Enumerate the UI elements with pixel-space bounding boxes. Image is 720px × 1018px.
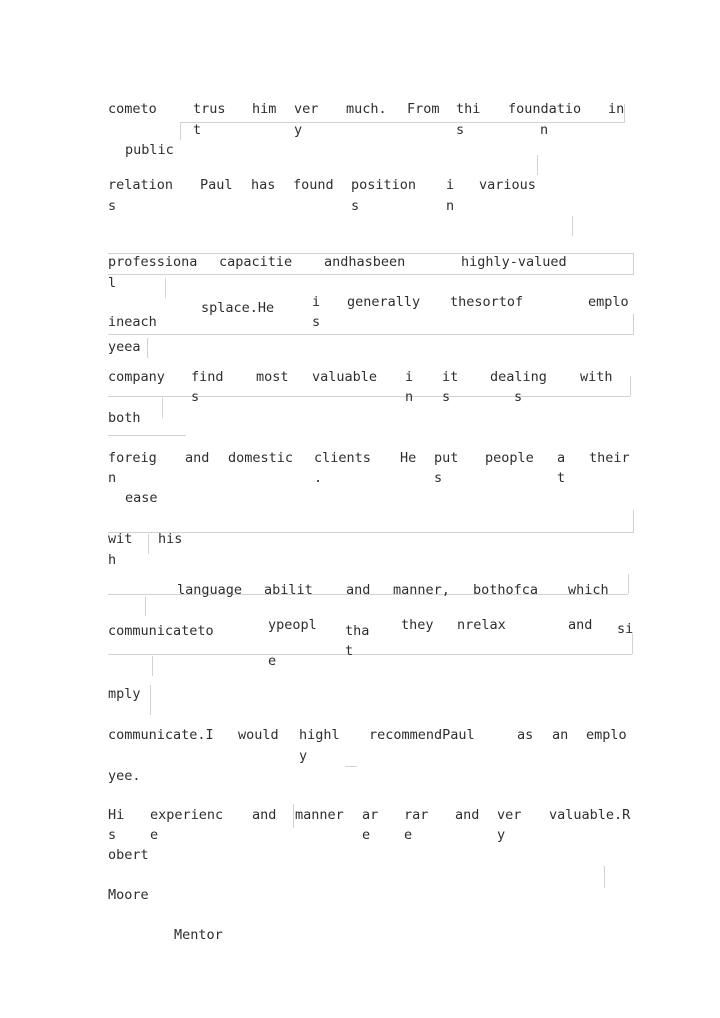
- word: recommendPaul: [369, 727, 475, 743]
- word: which: [568, 582, 609, 598]
- word: relation: [108, 177, 174, 193]
- word: thesortof: [450, 294, 524, 310]
- word: y: [497, 827, 506, 843]
- word: generally: [347, 294, 421, 310]
- word: n: [446, 198, 455, 214]
- rule-line: [148, 534, 149, 554]
- word: find: [191, 369, 224, 385]
- rule-line: [150, 685, 151, 715]
- word: public: [125, 142, 174, 158]
- word: and: [455, 807, 480, 823]
- rule-line: [145, 596, 146, 616]
- word: thi: [456, 101, 481, 117]
- word: highly-valued: [461, 254, 567, 270]
- word: andhasbeen: [324, 254, 406, 270]
- rule-line: [628, 574, 629, 594]
- word: and: [252, 807, 277, 823]
- word: l: [108, 275, 117, 291]
- word: experienc: [150, 807, 224, 823]
- word: and: [568, 617, 593, 633]
- word: foundatio: [508, 101, 582, 117]
- word: his: [158, 531, 183, 547]
- word: t: [193, 122, 202, 138]
- word: From: [407, 101, 440, 117]
- word: n: [540, 122, 549, 138]
- word: foreig: [108, 450, 157, 466]
- rule-line: [180, 122, 181, 140]
- word: company: [108, 369, 165, 385]
- rule-line: [630, 376, 631, 396]
- word: t: [345, 643, 354, 659]
- word: with: [580, 369, 613, 385]
- word: e: [268, 653, 277, 669]
- word: splace.He: [201, 300, 275, 316]
- word: professiona: [108, 254, 198, 270]
- word: position: [351, 177, 417, 193]
- rule-line: [165, 278, 166, 298]
- word: n: [405, 389, 414, 405]
- rule-line: [108, 532, 634, 533]
- rule-line: [633, 253, 634, 274]
- rule-line: [162, 398, 163, 418]
- word: and: [346, 582, 371, 598]
- word: s: [434, 470, 443, 486]
- word: communicateto: [108, 623, 214, 639]
- word: Moore: [108, 887, 149, 903]
- word: an: [552, 727, 569, 743]
- word: i: [405, 369, 414, 385]
- word: e: [150, 827, 159, 843]
- rule-line: [633, 510, 634, 532]
- word: ver: [497, 807, 522, 823]
- word: manner: [295, 807, 344, 823]
- word: as: [517, 727, 534, 743]
- word: clients: [314, 450, 371, 466]
- word: bothofca: [473, 582, 539, 598]
- word: him: [252, 101, 277, 117]
- word: trus: [193, 101, 226, 117]
- word: emplo: [588, 294, 629, 310]
- rule-line: [180, 122, 625, 123]
- word: has: [251, 177, 276, 193]
- word: valuable.R: [549, 807, 631, 823]
- rule-line: [293, 804, 294, 828]
- rule-line: [633, 314, 634, 334]
- word: people: [485, 450, 534, 466]
- word: it: [442, 369, 459, 385]
- rule-line: [108, 274, 634, 275]
- word: nrelax: [457, 617, 506, 633]
- word: language: [177, 582, 243, 598]
- word: s: [108, 827, 117, 843]
- word: they: [401, 617, 434, 633]
- rule-line: [147, 338, 148, 358]
- rule-line: [152, 656, 153, 676]
- word: dealing: [490, 369, 547, 385]
- word: would: [238, 727, 279, 743]
- word: s: [108, 198, 117, 214]
- word: emplo: [586, 727, 627, 743]
- word: He: [400, 450, 417, 466]
- word: ver: [294, 101, 319, 117]
- word: manner,: [393, 582, 450, 598]
- word: communicate.I: [108, 727, 214, 743]
- word: yee.: [108, 768, 141, 784]
- rule-line: [345, 766, 357, 767]
- word: found: [293, 177, 334, 193]
- word: wit: [108, 531, 133, 547]
- word: ypeopl: [268, 617, 317, 633]
- word: s: [191, 389, 200, 405]
- word: valuable: [312, 369, 378, 385]
- word: various: [479, 177, 536, 193]
- word: Hi: [108, 807, 125, 823]
- word: cometo: [108, 101, 157, 117]
- word: domestic: [228, 450, 294, 466]
- word: n: [108, 470, 117, 486]
- word: capacitie: [219, 254, 293, 270]
- word: in: [608, 101, 625, 117]
- word: s: [442, 389, 451, 405]
- word: much.: [346, 101, 387, 117]
- word: put: [434, 450, 459, 466]
- word: both: [108, 410, 141, 426]
- word: s: [456, 122, 465, 138]
- word: t: [557, 470, 566, 486]
- word: and: [185, 450, 210, 466]
- word: .: [314, 470, 323, 486]
- word: s: [312, 314, 321, 330]
- rule-line: [572, 216, 573, 236]
- word: Paul: [200, 177, 233, 193]
- word: mply: [108, 686, 141, 702]
- word: i: [446, 177, 455, 193]
- word: y: [299, 748, 308, 764]
- word: si: [617, 621, 634, 637]
- word: Mentor: [174, 927, 223, 943]
- word: rar: [404, 807, 429, 823]
- rule-line: [108, 435, 186, 436]
- rule-line: [108, 396, 630, 397]
- word: e: [404, 827, 413, 843]
- word: s: [514, 389, 523, 405]
- word: yeea: [108, 339, 141, 355]
- rule-line: [108, 654, 632, 655]
- word: ar: [362, 807, 379, 823]
- rule-line: [537, 155, 538, 175]
- word: ineach: [108, 314, 157, 330]
- word: abilit: [264, 582, 313, 598]
- word: a: [557, 450, 566, 466]
- rule-line: [108, 334, 634, 335]
- word: obert: [108, 847, 149, 863]
- word: ease: [125, 490, 158, 506]
- word: highl: [299, 727, 340, 743]
- word: i: [312, 294, 321, 310]
- word: y: [294, 122, 303, 138]
- word: h: [108, 552, 117, 568]
- word: most: [256, 369, 289, 385]
- word: s: [351, 198, 360, 214]
- rule-line: [604, 866, 605, 888]
- word: their: [589, 450, 630, 466]
- word: tha: [345, 623, 370, 639]
- word: e: [362, 827, 371, 843]
